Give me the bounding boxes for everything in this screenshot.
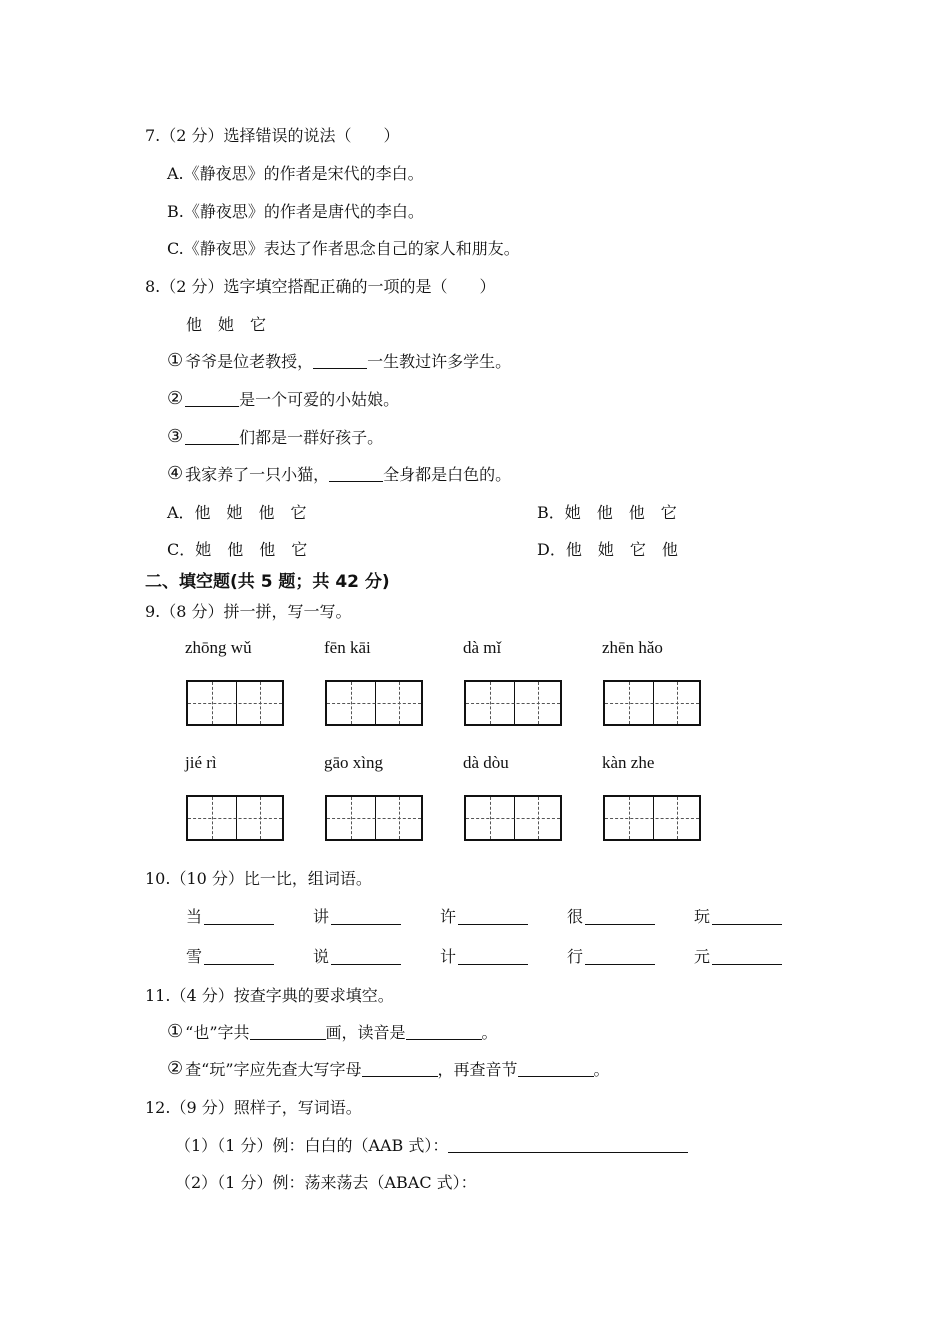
fill-blank[interactable]	[712, 908, 782, 925]
fill-blank[interactable]	[458, 908, 528, 925]
item-text: 全身都是白色的。	[383, 465, 512, 484]
pinyin-label: jié rì	[185, 753, 217, 772]
word-char: 元	[694, 947, 711, 966]
q9-stem: 9.（8 分）拼一拼，写一写。	[145, 602, 352, 621]
fill-blank[interactable]	[448, 1136, 688, 1153]
word-item	[440, 904, 528, 927]
fill-blank[interactable]	[585, 908, 655, 925]
writing-grid[interactable]	[186, 795, 284, 841]
word-char: 玩	[694, 907, 711, 926]
q11-stem: 11.（4 分）按查字典的要求填空。	[145, 986, 394, 1005]
fill-blank[interactable]	[712, 948, 782, 965]
sub-text: （1）（1 分）例：白白的（AAB 式）：	[175, 1136, 449, 1155]
fill-blank[interactable]	[313, 352, 367, 369]
q8-item-1	[167, 349, 511, 372]
q8-item-2	[167, 387, 399, 410]
writing-grid[interactable]	[603, 795, 701, 841]
writing-grid[interactable]	[186, 680, 284, 726]
word-item	[313, 904, 401, 927]
word-char: 讲	[313, 907, 330, 926]
fill-blank[interactable]	[204, 948, 274, 965]
word-char: 说	[313, 947, 330, 966]
fill-blank[interactable]	[406, 1023, 482, 1040]
item-text: 们都是一群好孩子。	[239, 428, 384, 447]
q10-stem: 10.（10 分）比一比，组词语。	[145, 869, 372, 888]
item-text: ，再查音节	[437, 1060, 518, 1079]
pinyin-label: zhēn hǎo	[602, 638, 663, 657]
fill-blank[interactable]	[518, 1060, 594, 1077]
q8-option-a: A．他 她 他 它	[167, 503, 307, 522]
circled-number: ①	[167, 1021, 184, 1042]
q11-item-1	[167, 1020, 498, 1043]
item-text: 是一个可爱的小姑娘。	[239, 390, 400, 409]
item-text: 。	[481, 1023, 498, 1042]
q12-sub-2: （2）（1 分）例：荡来荡去（ABAC 式）：	[175, 1173, 477, 1192]
word-item	[313, 944, 401, 967]
pinyin-label: kàn zhe	[602, 753, 655, 772]
q8-item-3	[167, 425, 383, 448]
pinyin-label: dà dòu	[463, 753, 509, 772]
pinyin-label: fēn kāi	[324, 638, 371, 657]
writing-grid[interactable]	[464, 680, 562, 726]
word-item	[567, 944, 655, 967]
fill-blank[interactable]	[329, 465, 383, 482]
item-text: 查“玩”字应先查大写字母	[185, 1060, 362, 1079]
item-text: 我家养了一只小猫，	[185, 465, 330, 484]
q7-option-b: B.《静夜思》的作者是唐代的李白。	[167, 202, 424, 221]
item-text: “也”字共	[185, 1023, 250, 1042]
fill-blank[interactable]	[585, 948, 655, 965]
fill-blank[interactable]	[250, 1023, 326, 1040]
fill-blank[interactable]	[362, 1060, 438, 1077]
pinyin-label: dà mǐ	[463, 638, 502, 657]
word-char: 许	[440, 907, 457, 926]
word-item	[694, 944, 782, 967]
word-item	[567, 904, 655, 927]
word-char: 行	[567, 947, 584, 966]
q8-item-4	[167, 462, 511, 485]
word-item	[440, 944, 528, 967]
word-char: 很	[567, 907, 584, 926]
pinyin-label: zhōng wǔ	[185, 638, 252, 657]
item-text: 爷爷是位老教授，	[185, 352, 314, 371]
pinyin-label: gāo xìng	[324, 753, 384, 772]
q8-choices: 他 她 它	[186, 315, 267, 334]
circled-number: ②	[167, 388, 184, 409]
writing-grid[interactable]	[325, 795, 423, 841]
item-text: 。	[593, 1060, 610, 1079]
q7-stem: 7.（2 分）选择错误的说法（ ）	[145, 126, 400, 145]
q8-option-b: B．她 他 他 它	[537, 503, 677, 522]
item-text: 一生教过许多学生。	[367, 352, 512, 371]
q12-sub-1	[175, 1133, 688, 1156]
fill-blank[interactable]	[331, 948, 401, 965]
writing-grid[interactable]	[603, 680, 701, 726]
word-item	[694, 904, 782, 927]
fill-blank[interactable]	[458, 948, 528, 965]
circled-number: ④	[167, 463, 184, 484]
fill-blank[interactable]	[204, 908, 274, 925]
q8-option-d: D．他 她 它 他	[537, 540, 678, 559]
section-title: 二、填空题(共 5 题；共 42 分)	[145, 572, 390, 592]
fill-blank[interactable]	[331, 908, 401, 925]
q12-stem: 12.（9 分）照样子，写词语。	[145, 1098, 362, 1117]
circled-number: ①	[167, 350, 184, 371]
item-text: 画，读音是	[325, 1023, 406, 1042]
q11-item-2	[167, 1057, 610, 1080]
fill-blank[interactable]	[185, 428, 239, 445]
word-item	[186, 904, 274, 927]
word-char: 当	[186, 907, 203, 926]
circled-number: ②	[167, 1058, 184, 1079]
q8-stem: 8.（2 分）选字填空搭配正确的一项的是（ ）	[145, 277, 496, 296]
word-item	[186, 944, 274, 967]
writing-grid[interactable]	[464, 795, 562, 841]
word-char: 计	[440, 947, 457, 966]
word-char: 雪	[186, 947, 203, 966]
q7-option-c: C.《静夜思》表达了作者思念自己的家人和朋友。	[167, 239, 520, 258]
q7-option-a: A.《静夜思》的作者是宋代的李白。	[167, 164, 424, 183]
q8-option-c: C．她 他 他 它	[167, 540, 308, 559]
fill-blank[interactable]	[185, 390, 239, 407]
writing-grid[interactable]	[325, 680, 423, 726]
circled-number: ③	[167, 426, 184, 447]
